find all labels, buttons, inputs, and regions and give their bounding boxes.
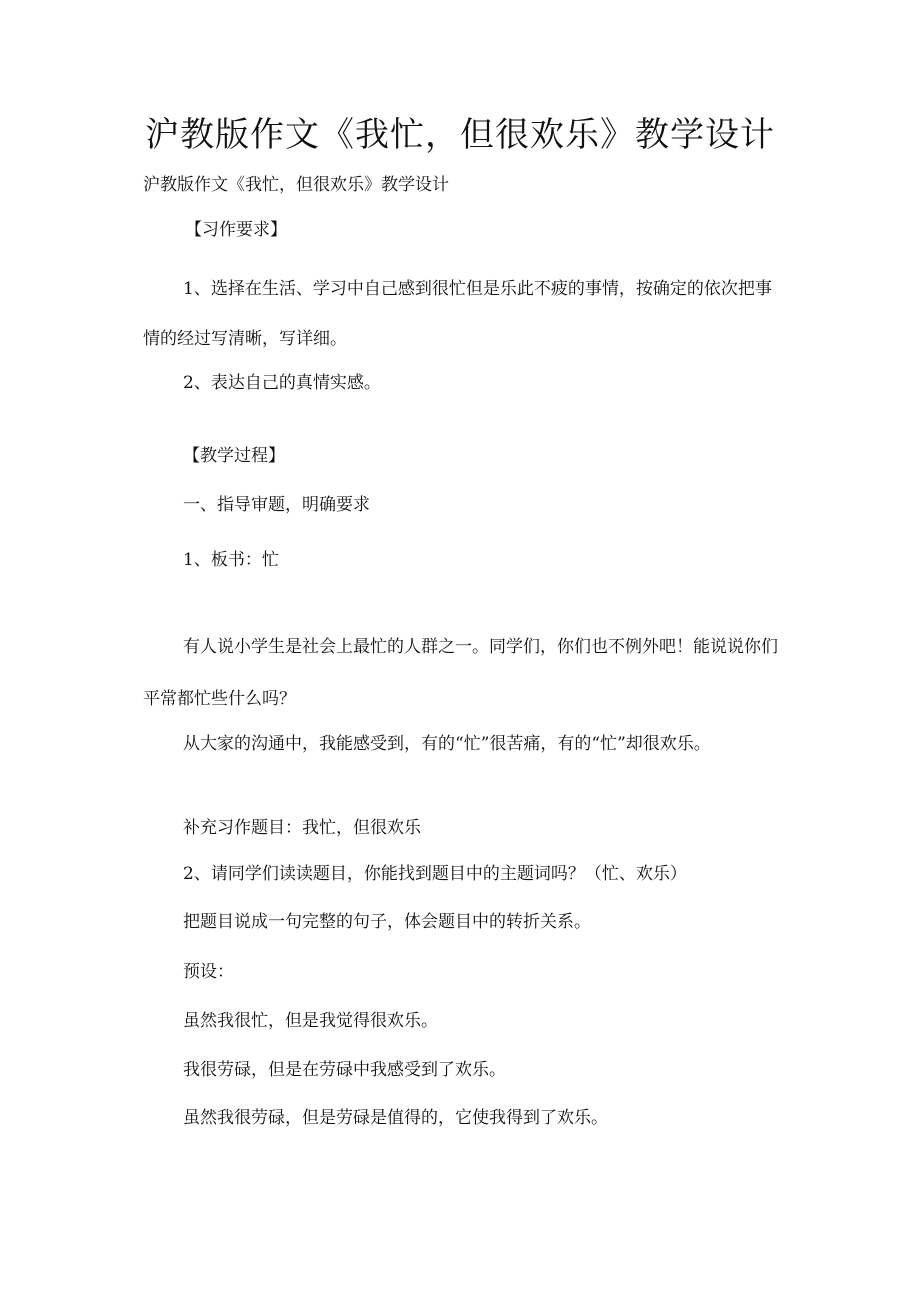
board-writing: 1、板书：忙 — [183, 550, 279, 570]
requirements-heading: 【习作要求】 — [185, 220, 287, 240]
paragraph-2-text: 从大家的沟通中，我能感受到，有的“忙”很苦痛，有的“忙”却很欢乐。 — [183, 734, 711, 754]
requirement-2: 2、表达自己的真情实感。 — [183, 373, 381, 393]
preset-label: 预设： — [183, 962, 234, 982]
requirement-1-text: 1、选择在生活、学习中自己感到很忙但是乐此不疲的事情，按确定的依次把事情的经过写清晰，写详细。 — [143, 279, 772, 349]
preset-2: 我很劳碌，但是在劳碌中我感受到了欢乐。 — [183, 1060, 506, 1080]
supplement-title: 补充习作题目：我忙，但很欢乐 — [183, 818, 421, 838]
requirement-1 — [143, 264, 783, 364]
page-title: 沪教版作文《我忙，但很欢乐》教学设计 — [145, 115, 775, 155]
preset-1: 虽然我很忙，但是我觉得很欢乐。 — [183, 1011, 438, 1031]
document-subtitle: 沪教版作文《我忙，但很欢乐》教学设计 — [143, 175, 449, 195]
process-heading: 【教学过程】 — [183, 446, 285, 466]
sentence-instruction: 把题目说成一句完整的句子，体会题目中的转折关系。 — [183, 912, 591, 932]
step-2: 2、请同学们读读题目，你能找到题目中的主题词吗？（忙、欢乐） — [183, 864, 687, 884]
paragraph-1 — [143, 621, 783, 725]
preset-3: 虽然我很劳碌，但是劳碌是值得的，它使我得到了欢乐。 — [183, 1108, 608, 1128]
step-1-heading: 一、指导审题，明确要求 — [183, 495, 370, 515]
paragraph-2 — [143, 718, 783, 770]
paragraph-1-text: 有人说小学生是社会上最忙的人群之一。同学们，你们也不例外吧！能说说你们平常都忙些什么吗？ — [143, 637, 778, 709]
